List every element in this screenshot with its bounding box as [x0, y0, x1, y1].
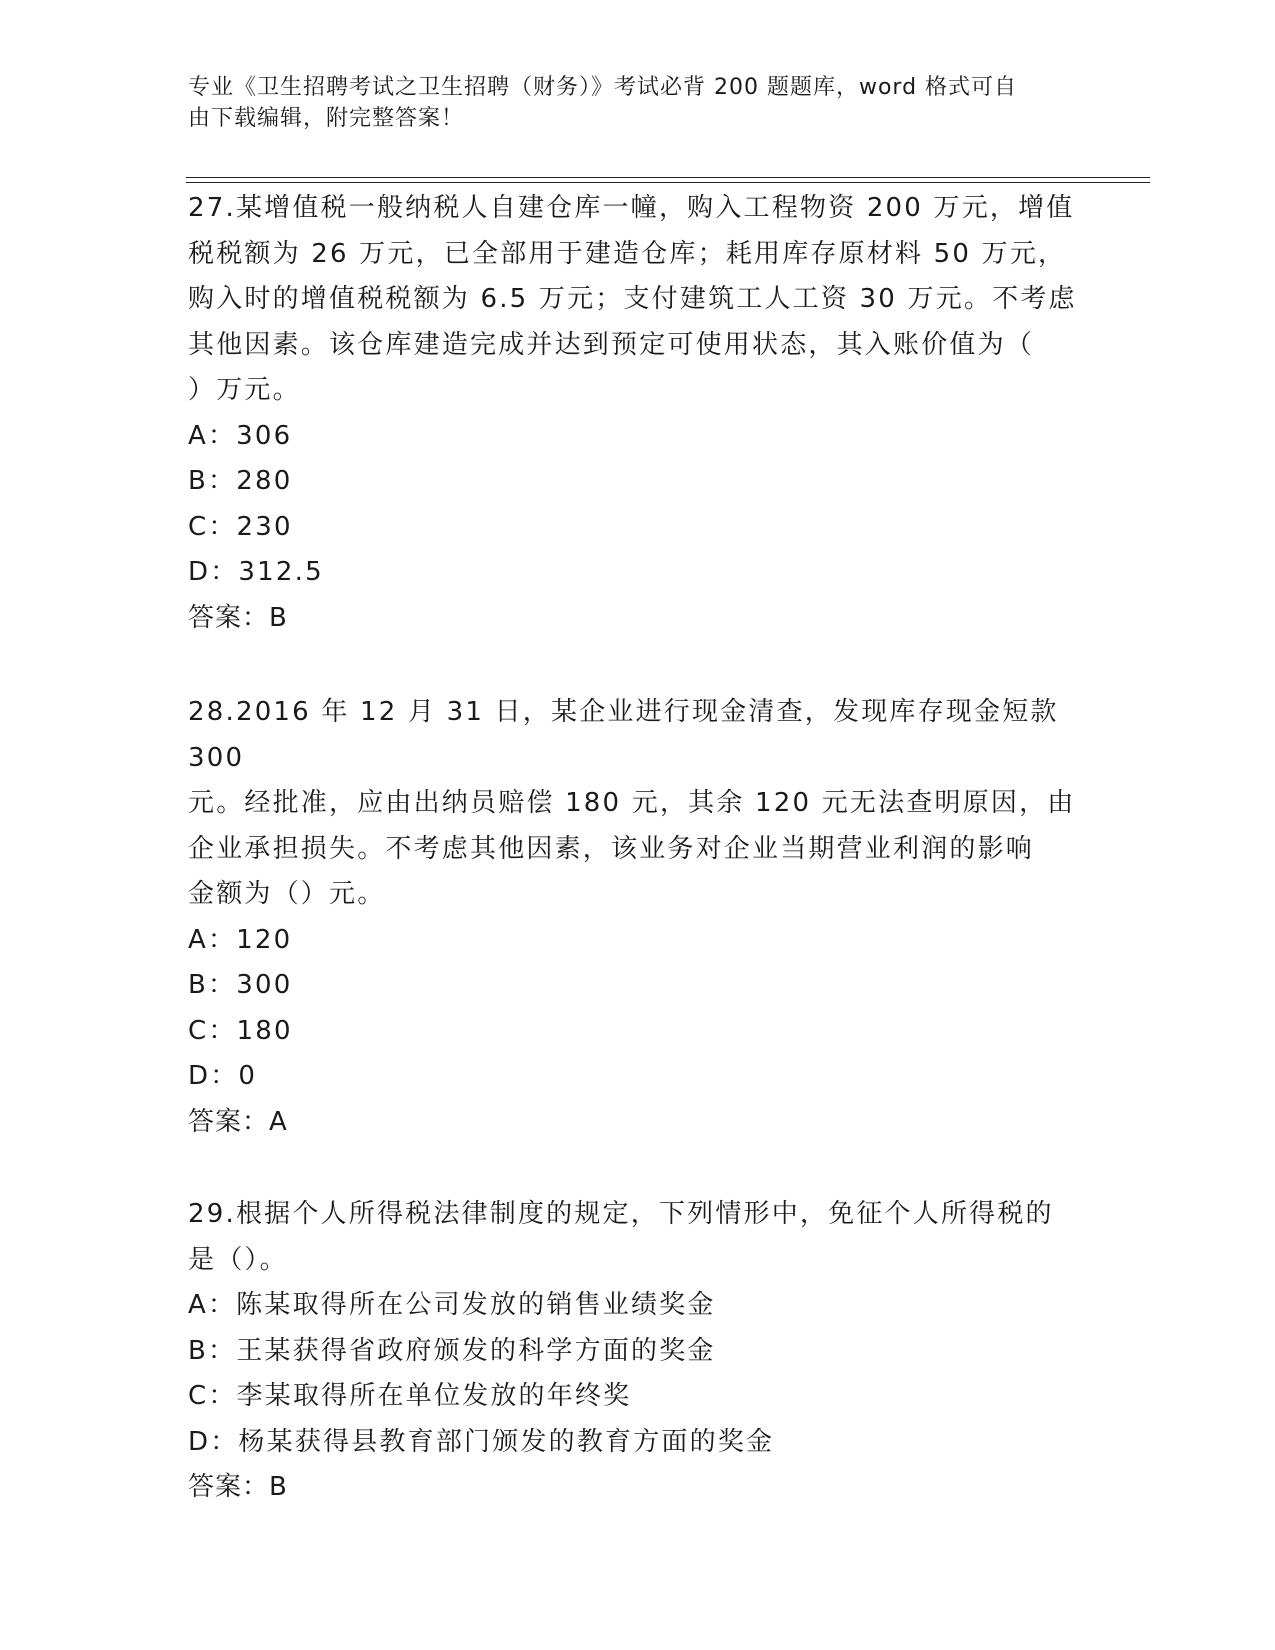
question-stem-line: 28.2016 年 12 月 31 日，某企业进行现金清查，发现库存现金短款 300	[188, 697, 1059, 773]
header-line-2: 由下载编辑，附完整答案！	[188, 106, 465, 131]
question-stem-line: 税税额为 26 万元，已全部用于建造仓库；耗用库存原材料 50 万元，	[188, 238, 1067, 269]
question-stem-line: ）万元。	[188, 375, 301, 405]
option-c: C：230	[188, 511, 293, 542]
answer-line: 答案：B	[188, 1472, 288, 1502]
question-stem-line: 购入时的增值税税额为 6.5 万元；支付建筑工人工资 30 万元。不考虑	[188, 284, 1077, 314]
question-28	[188, 690, 1078, 1145]
header-line-1: 专业《卫生招聘考试之卫生招聘（财务）》考试必背 200 题题库，word 格式可自	[188, 75, 1018, 100]
option-b: B：300	[188, 970, 293, 1000]
option-c: C：180	[188, 1015, 293, 1046]
question-29	[188, 1192, 1078, 1511]
option-a: A：306	[188, 420, 293, 451]
option-d: D：杨某获得县教育部门颁发的教育方面的奖金	[188, 1426, 775, 1457]
question-stem-line: 企业承担损失。不考虑其他因素，该业务对企业当期营业利润的影响	[188, 833, 1035, 864]
question-stem-line: 27.某增值税一般纳税人自建仓库一幢，购入工程物资 200 万元，增值	[188, 193, 1075, 223]
option-a: A：陈某取得所在公司发放的销售业绩奖金	[188, 1290, 716, 1320]
option-c: C：李某取得所在单位发放的年终奖	[188, 1381, 632, 1411]
question-stem-line: 元。经批准，应由出纳员赔偿 180 元，其余 120 元无法查明原因，由	[188, 788, 1076, 818]
question-stem-line: 29.根据个人所得税法律制度的规定，下列情形中，免征个人所得税的	[188, 1199, 1054, 1229]
question-27	[188, 186, 1078, 641]
option-b: B：王某获得省政府颁发的科学方面的奖金	[188, 1335, 716, 1366]
option-d: D：0	[188, 1061, 258, 1091]
header-divider-top	[186, 177, 1150, 178]
answer-line: 答案：B	[188, 602, 288, 633]
question-stem-line: 其他因素。该仓库建造完成并达到预定可使用状态，其入账价值为（	[188, 329, 1035, 360]
header-divider-bottom	[186, 182, 1150, 183]
answer-line: 答案：A	[188, 1106, 288, 1137]
option-a: A：120	[188, 924, 293, 955]
option-b: B：280	[188, 466, 293, 496]
question-stem-line: 金额为（）元。	[188, 879, 386, 909]
option-d: D：312.5	[188, 557, 324, 587]
question-stem-line: 是（）。	[188, 1244, 288, 1275]
question-list	[188, 186, 1078, 1511]
page-header	[188, 72, 1068, 134]
